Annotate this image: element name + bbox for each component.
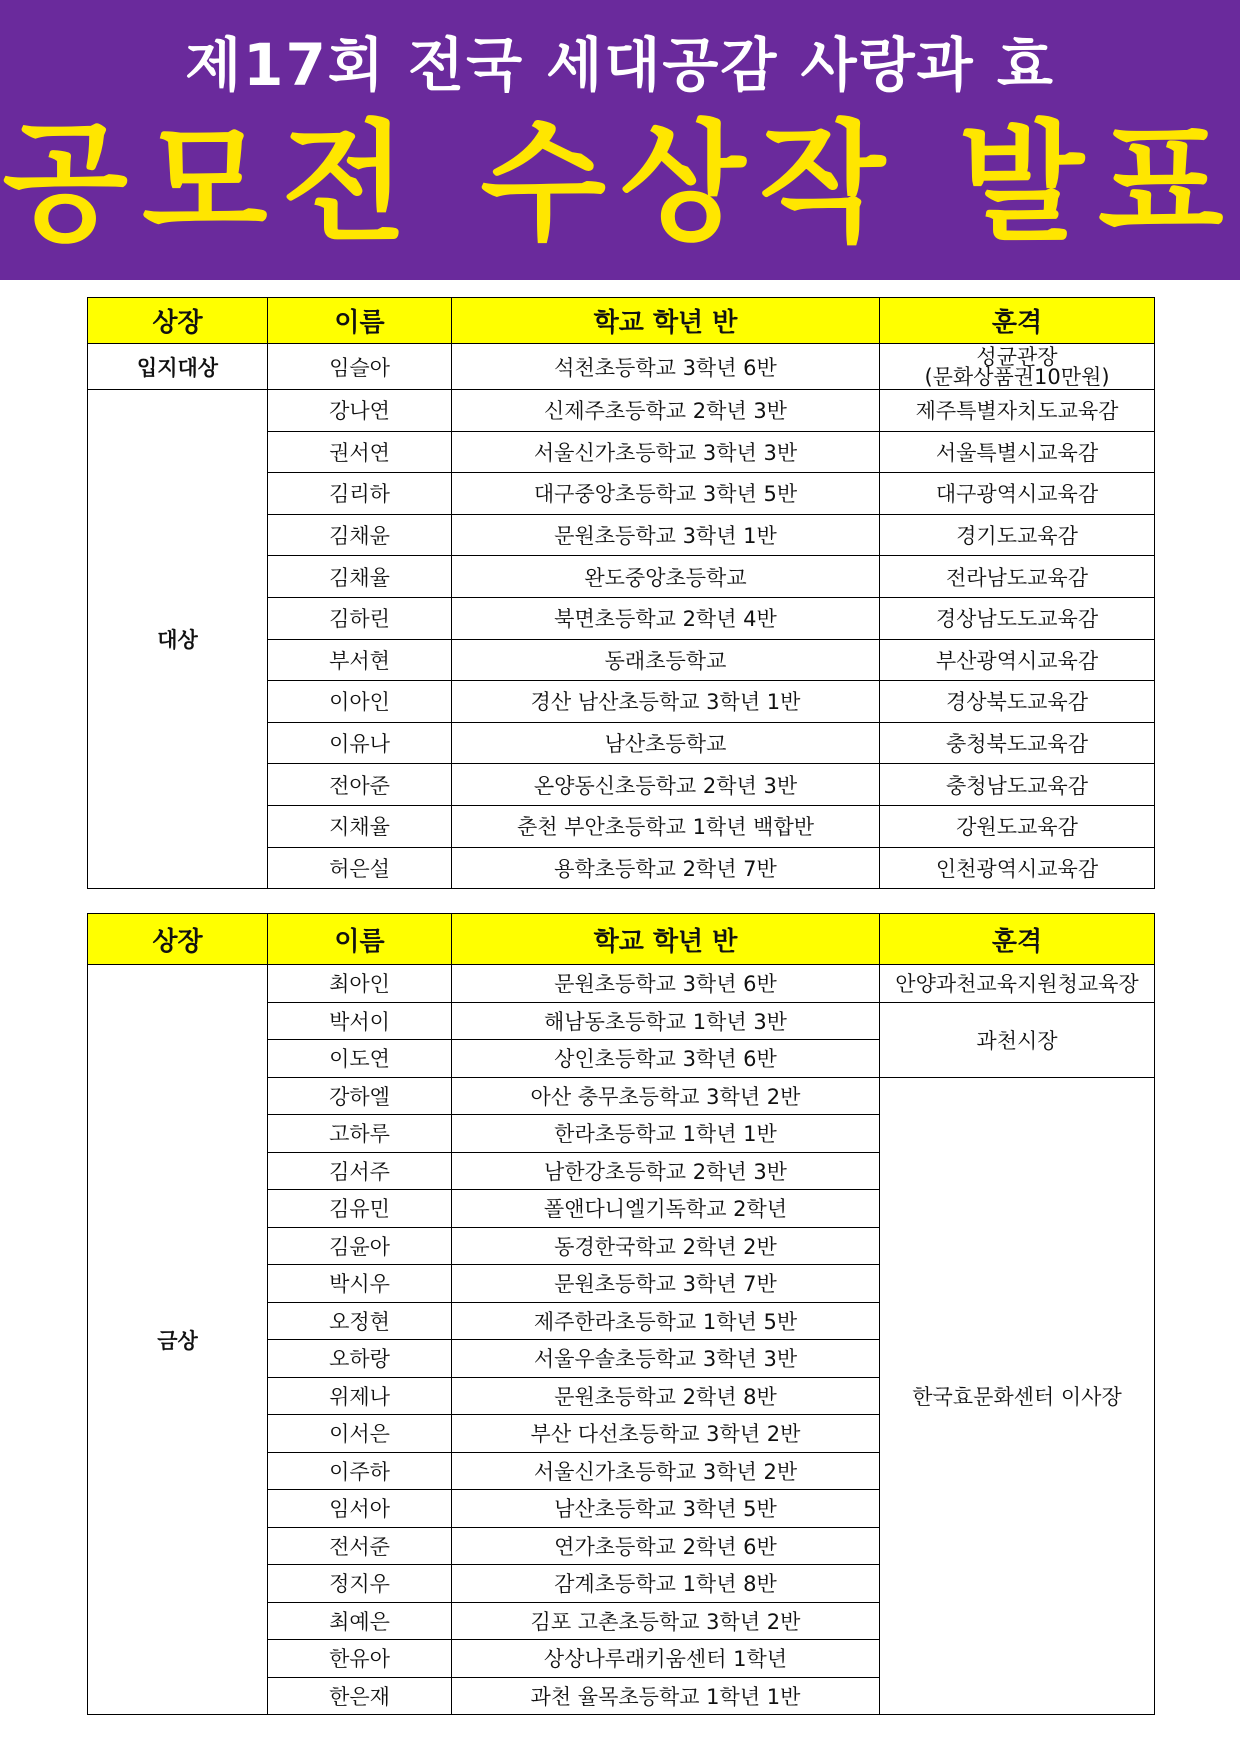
- header-school: 학교 학년 반: [452, 914, 880, 965]
- winner-school: 제주한라초등학교 1학년 5반: [452, 1302, 880, 1340]
- awards-table-grand: [87, 297, 1155, 889]
- table-header-row: [88, 914, 1155, 965]
- winner-school: 감계초등학교 1학년 8반: [452, 1565, 880, 1603]
- winner-honor: 충청남도교육감: [880, 764, 1155, 806]
- winner-school: 문원초등학교 2학년 8반: [452, 1377, 880, 1415]
- table-row: [88, 344, 1155, 390]
- winner-honor: 대구광역시교육감: [880, 473, 1155, 515]
- winner-name: 김채율: [268, 556, 452, 598]
- winner-name: 강나연: [268, 390, 452, 432]
- header-honor: 훈격: [880, 914, 1155, 965]
- winner-school: 춘천 부안초등학교 1학년 백합반: [452, 805, 880, 847]
- winner-name: 위제나: [268, 1377, 452, 1415]
- winner-name: 김윤아: [268, 1227, 452, 1265]
- winner-name: 지채율: [268, 805, 452, 847]
- winner-name: 강하엘: [268, 1077, 452, 1115]
- winner-school: 연가초등학교 2학년 6반: [452, 1527, 880, 1565]
- winner-school: 서울우솔초등학교 3학년 3반: [452, 1340, 880, 1378]
- winner-name: 오하랑: [268, 1340, 452, 1378]
- winner-name: 권서연: [268, 431, 452, 473]
- winner-school: 폴앤다니엘기독학교 2학년: [452, 1190, 880, 1228]
- table-row: [88, 390, 1155, 432]
- header-name: 이름: [268, 914, 452, 965]
- winner-honor: 전라남도교육감: [880, 556, 1155, 598]
- winner-school: 대구중앙초등학교 3학년 5반: [452, 473, 880, 515]
- winner-name: 김하린: [268, 597, 452, 639]
- winner-school: 경산 남산초등학교 3학년 1반: [452, 681, 880, 723]
- winner-school: 서울신가초등학교 3학년 3반: [452, 431, 880, 473]
- winner-name: 최아인: [268, 965, 452, 1003]
- winner-school: 부산 다선초등학교 3학년 2반: [452, 1415, 880, 1453]
- winner-school: 완도중앙초등학교: [452, 556, 880, 598]
- table-row: [88, 965, 1155, 1003]
- winner-honor: 제주특별자치도교육감: [880, 390, 1155, 432]
- winner-school: 문원초등학교 3학년 1반: [452, 514, 880, 556]
- honor-line: 성균관장: [976, 344, 1058, 369]
- winner-name: 고하루: [268, 1115, 452, 1153]
- winner-school: 과천 율목초등학교 1학년 1반: [452, 1677, 880, 1715]
- winner-name: 부서현: [268, 639, 452, 681]
- header-award: 상장: [88, 298, 268, 344]
- winner-honor: 부산광역시교육감: [880, 639, 1155, 681]
- winner-name: 정지우: [268, 1565, 452, 1603]
- winner-school: 상인초등학교 3학년 6반: [452, 1040, 880, 1078]
- winner-honor: 한국효문화센터 이사장: [880, 1077, 1155, 1715]
- honor-line: (문화상품권10만원): [924, 364, 1110, 389]
- winner-honor: 경상북도교육감: [880, 681, 1155, 723]
- winner-honor: 경기도교육감: [880, 514, 1155, 556]
- winner-name: 이아인: [268, 681, 452, 723]
- winner-school: 문원초등학교 3학년 6반: [452, 965, 880, 1003]
- winner-school: 문원초등학교 3학년 7반: [452, 1265, 880, 1303]
- header-banner: [0, 0, 1240, 280]
- winner-school: 서울신가초등학교 3학년 2반: [452, 1452, 880, 1490]
- winner-school: 동경한국학교 2학년 2반: [452, 1227, 880, 1265]
- award-geumsang: 금상: [88, 965, 268, 1715]
- winner-name: 한유아: [268, 1640, 452, 1678]
- winner-honor: 강원도교육감: [880, 805, 1155, 847]
- winner-name: 김유민: [268, 1190, 452, 1228]
- header-title: 공모전 수상작 발표: [2, 107, 1238, 259]
- winner-honor: 안양과천교육지원청교육장: [880, 965, 1155, 1003]
- winner-school: 북면초등학교 2학년 4반: [452, 597, 880, 639]
- winner-school: 용학초등학교 2학년 7반: [452, 847, 880, 889]
- winner-school: 해남동초등학교 1학년 3반: [452, 1002, 880, 1040]
- winner-name: 전아준: [268, 764, 452, 806]
- winner-honor: 인천광역시교육감: [880, 847, 1155, 889]
- winner-name: 박시우: [268, 1265, 452, 1303]
- winner-name: 이서은: [268, 1415, 452, 1453]
- award-daesang: 대상: [88, 390, 268, 889]
- winner-name: 전서준: [268, 1527, 452, 1565]
- winner-name: 김리하: [268, 473, 452, 515]
- table-header-row: [88, 298, 1155, 344]
- winner-school: 석천초등학교 3학년 6반: [452, 344, 880, 390]
- header-subtitle: 제17회 전국 세대공감 사랑과 효: [185, 31, 1055, 99]
- header-school: 학교 학년 반: [452, 298, 880, 344]
- winner-honor: 과천시장: [880, 1002, 1155, 1077]
- winner-name: 김서주: [268, 1152, 452, 1190]
- header-honor: 훈격: [880, 298, 1155, 344]
- winner-name: 임슬아: [268, 344, 452, 390]
- winner-school: 온양동신초등학교 2학년 3반: [452, 764, 880, 806]
- winner-name: 임서아: [268, 1490, 452, 1528]
- winner-school: 아산 충무초등학교 3학년 2반: [452, 1077, 880, 1115]
- winner-honor: [880, 344, 1155, 390]
- winner-name: 허은설: [268, 847, 452, 889]
- winner-name: 오정현: [268, 1302, 452, 1340]
- winner-name: 한은재: [268, 1677, 452, 1715]
- winner-name: 이도연: [268, 1040, 452, 1078]
- winner-name: 박서이: [268, 1002, 452, 1040]
- winner-school: 상상나루래키움센터 1학년: [452, 1640, 880, 1678]
- winner-name: 최예은: [268, 1602, 452, 1640]
- header-name: 이름: [268, 298, 452, 344]
- awards-table-geumsang: [87, 913, 1155, 1715]
- winner-name: 이유나: [268, 722, 452, 764]
- winner-school: 동래초등학교: [452, 639, 880, 681]
- winner-school: 남산초등학교 3학년 5반: [452, 1490, 880, 1528]
- winner-name: 이주하: [268, 1452, 452, 1490]
- winner-school: 한라초등학교 1학년 1반: [452, 1115, 880, 1153]
- winner-honor: 충청북도교육감: [880, 722, 1155, 764]
- winner-honor: 경상남도도교육감: [880, 597, 1155, 639]
- winner-honor: 서울특별시교육감: [880, 431, 1155, 473]
- winner-school: 신제주초등학교 2학년 3반: [452, 390, 880, 432]
- header-award: 상장: [88, 914, 268, 965]
- award-grand: 입지대상: [88, 344, 268, 390]
- winner-school: 남산초등학교: [452, 722, 880, 764]
- winner-name: 김채윤: [268, 514, 452, 556]
- winner-school: 김포 고촌초등학교 3학년 2반: [452, 1602, 880, 1640]
- winner-school: 남한강초등학교 2학년 3반: [452, 1152, 880, 1190]
